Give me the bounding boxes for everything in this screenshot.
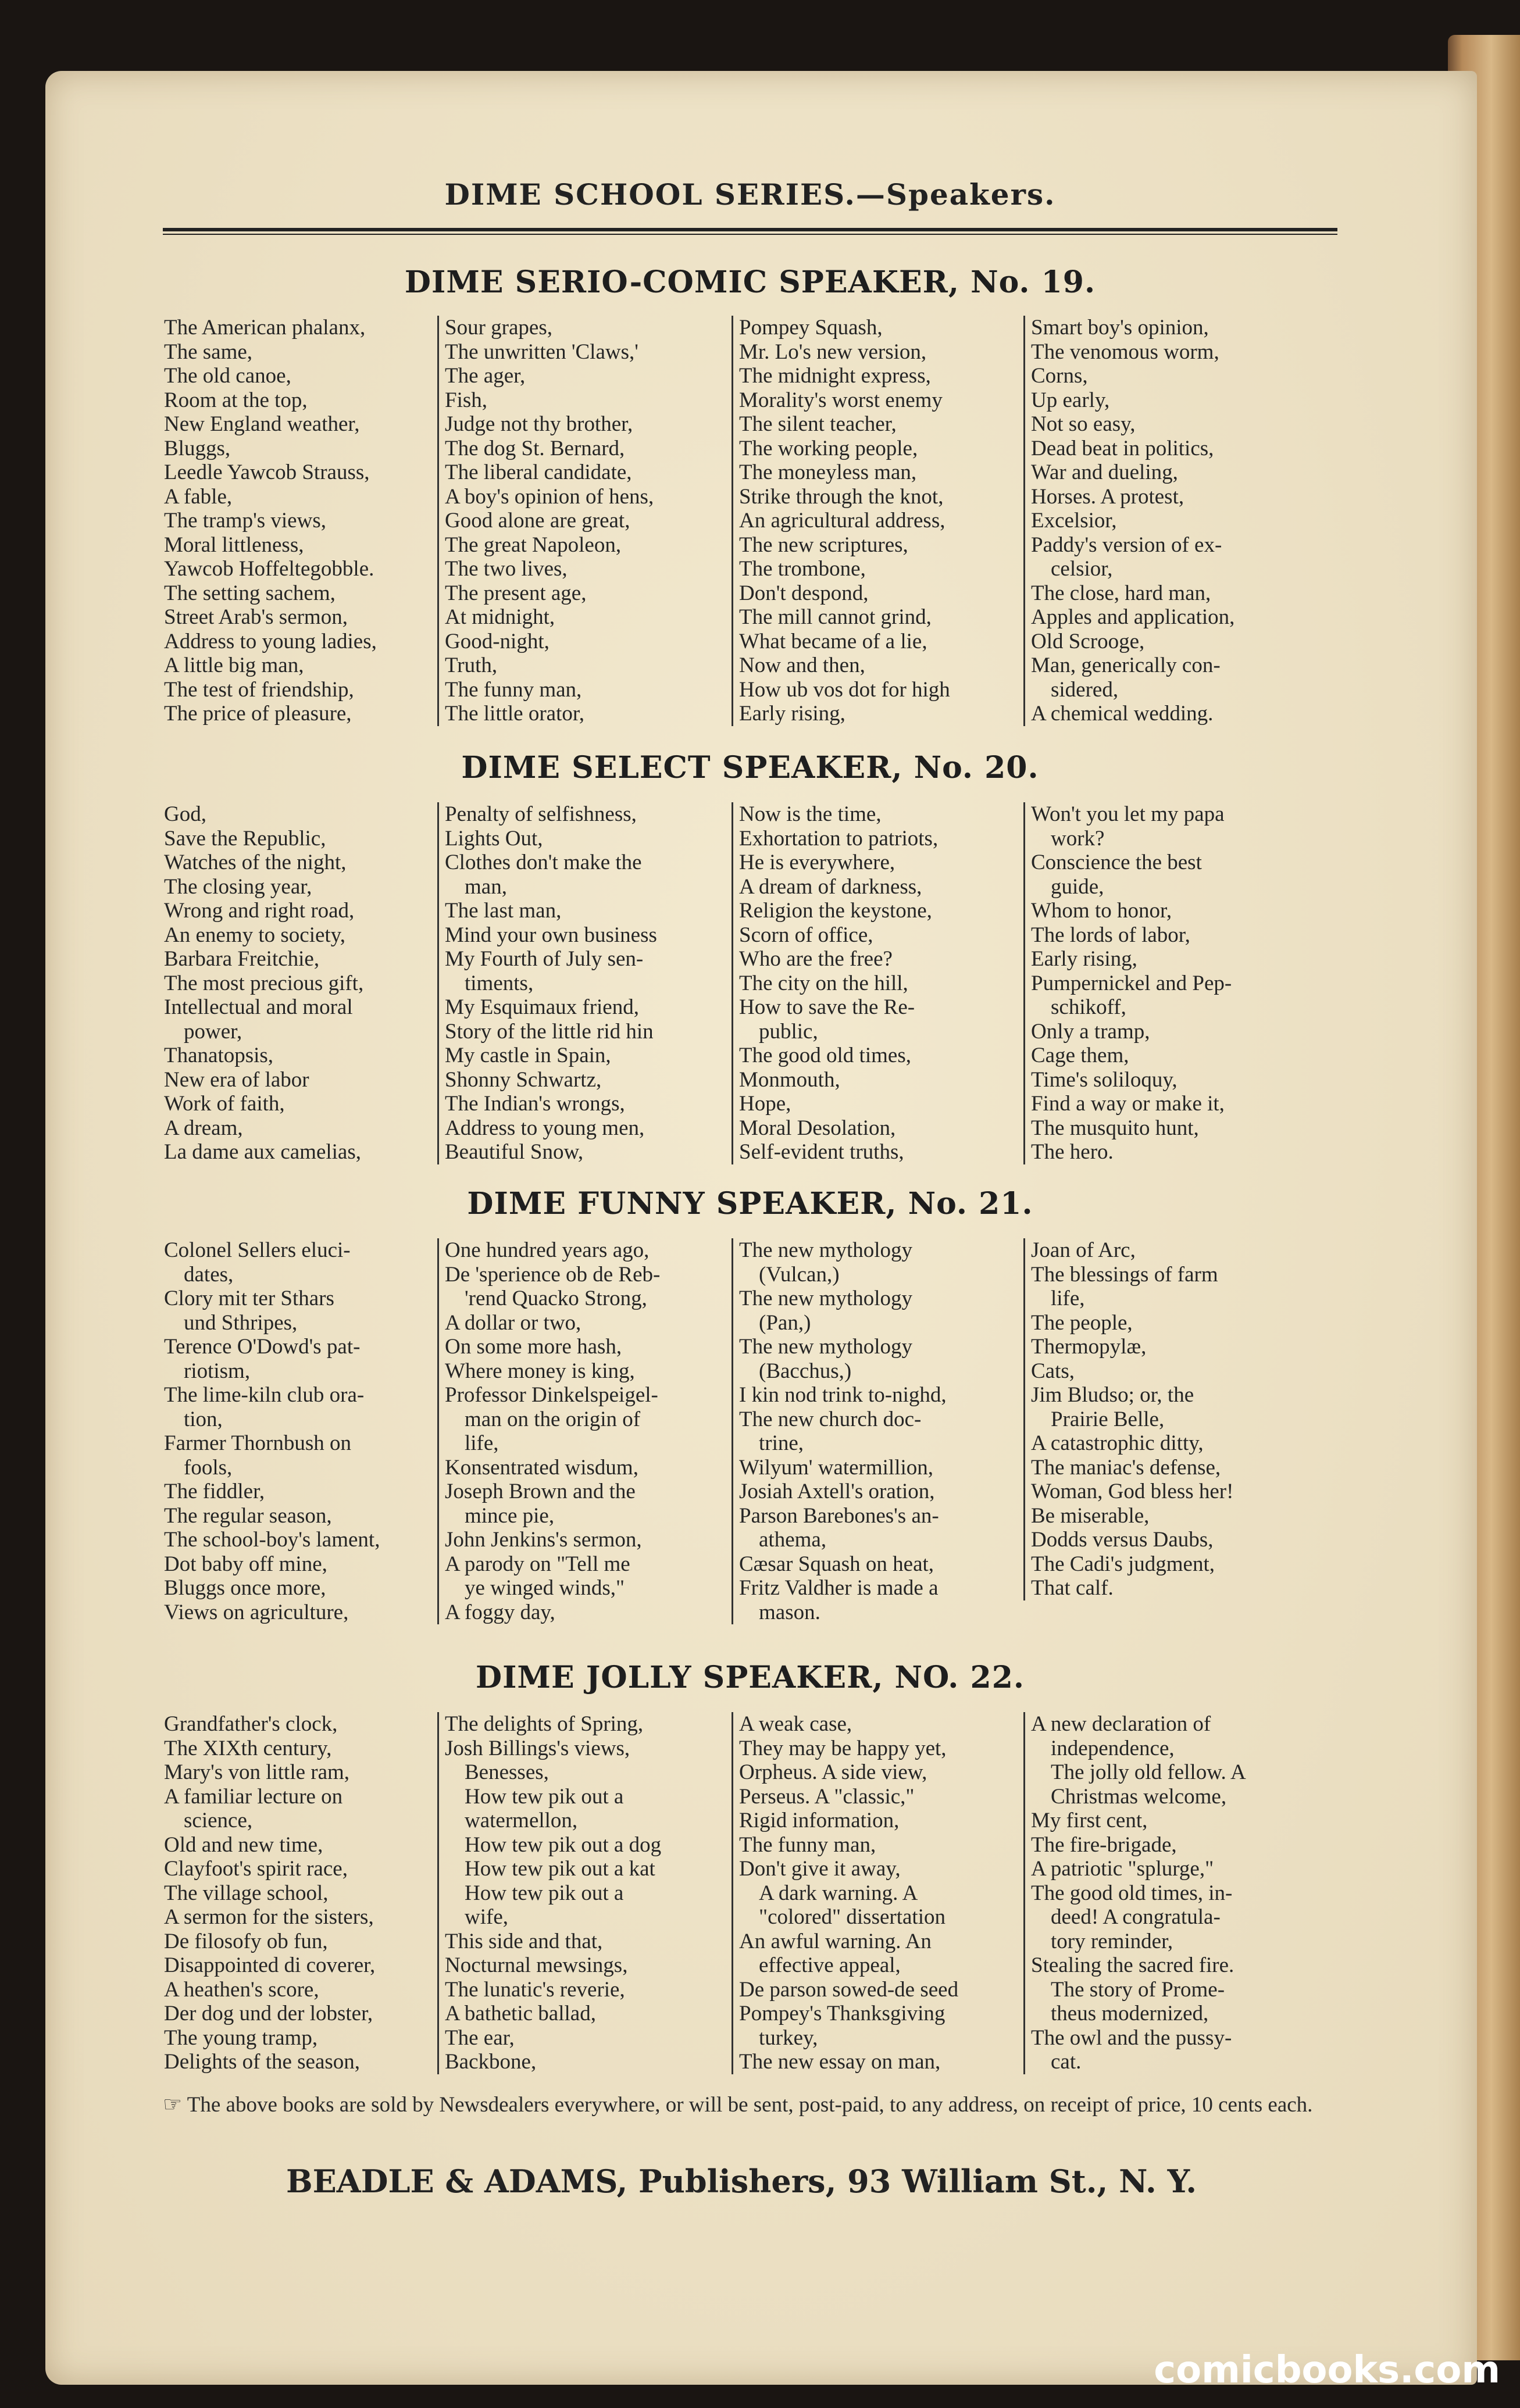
piece-title: Mr. Lo's new version,: [739, 340, 927, 364]
piece-title: Whom to honor,: [1031, 899, 1172, 923]
piece-title: Professor Dinkelspeigel-: [445, 1383, 658, 1407]
piece-title: ye winged winds,": [465, 1576, 625, 1600]
piece-title: The close, hard man,: [1031, 581, 1211, 605]
piece-title: An enemy to society,: [164, 923, 346, 947]
piece-title: Up early,: [1031, 388, 1110, 412]
piece-title: celsior,: [1051, 557, 1113, 581]
piece-title: The two lives,: [445, 557, 568, 581]
piece-title: Farmer Thornbush on: [164, 1431, 351, 1455]
title-column: [732, 316, 1009, 726]
piece-title: The unwritten 'Claws,': [445, 340, 638, 364]
piece-title: turkey,: [759, 2025, 818, 2050]
piece-title: schikoff,: [1051, 995, 1126, 1019]
piece-title: Watches of the night,: [164, 851, 347, 874]
title-column: [164, 802, 434, 1164]
piece-title: Save the Republic,: [164, 826, 326, 851]
piece-title: The new essay on man,: [739, 2050, 941, 2074]
piece-title: The maniac's defense,: [1031, 1455, 1221, 1480]
piece-title: De filosofy ob fun,: [164, 1929, 328, 1953]
piece-title: The liberal candidate,: [445, 460, 632, 484]
piece-title: life,: [465, 1431, 499, 1455]
piece-title: The new church doc-: [739, 1407, 922, 1431]
piece-title: Exhortation to patriots,: [739, 826, 939, 851]
header-rule-thin: [163, 234, 1337, 235]
piece-title: Wilyum' watermillion,: [739, 1455, 934, 1480]
piece-title: Room at the top,: [164, 388, 308, 412]
piece-title: sidered,: [1051, 677, 1119, 702]
piece-title: The young tramp,: [164, 2025, 318, 2050]
site-watermark: comicbooks.com: [1154, 2349, 1500, 2392]
piece-title: The new mythology: [739, 1238, 913, 1262]
piece-title: The people,: [1031, 1310, 1133, 1335]
piece-title: Perseus. A "classic,": [739, 1784, 915, 1809]
piece-title: The new scriptures,: [739, 533, 908, 557]
piece-title: Shonny Schwartz,: [445, 1067, 602, 1092]
piece-title: The ager,: [445, 364, 526, 388]
piece-title: Now and then,: [739, 653, 865, 677]
piece-title: The Cadi's judgment,: [1031, 1552, 1215, 1576]
piece-title: (Pan,): [759, 1310, 811, 1335]
piece-title: Parson Barebones's an-: [739, 1503, 939, 1528]
piece-title: theus modernized,: [1051, 2002, 1209, 2025]
piece-title: Mary's von little ram,: [164, 1760, 350, 1784]
piece-title: They may be happy yet,: [739, 1736, 947, 1760]
piece-title: science,: [184, 1809, 253, 1832]
piece-title: How tew pik out a: [465, 1881, 624, 1905]
piece-title: The closing year,: [164, 874, 312, 899]
title-column: [437, 1238, 715, 1624]
piece-title: Old and new time,: [164, 1832, 323, 1857]
piece-title: John Jenkins's sermon,: [445, 1528, 642, 1552]
piece-title: La dame aux camelias,: [164, 1140, 361, 1164]
piece-title: work?: [1051, 826, 1105, 851]
piece-title: und Sthripes,: [184, 1310, 298, 1335]
piece-title: The lunatic's reverie,: [445, 1977, 625, 2002]
piece-title: A familiar lecture on: [164, 1784, 343, 1809]
piece-title: Self-evident truths,: [739, 1140, 904, 1164]
piece-title: The midnight express,: [739, 364, 931, 388]
piece-title: deed! A congratula-: [1051, 1905, 1221, 1929]
piece-title: independence,: [1051, 1736, 1175, 1760]
piece-title: Monmouth,: [739, 1067, 840, 1092]
piece-title: "colored" dissertation: [759, 1905, 945, 1929]
piece-title: Where money is king,: [445, 1359, 635, 1383]
piece-title: Man, generically con-: [1031, 653, 1221, 677]
piece-title: One hundred years ago,: [445, 1238, 650, 1262]
section-title: DIME FUNNY SPEAKER, No. 21.: [467, 1186, 1033, 1221]
piece-title: My Esquimaux friend,: [445, 995, 639, 1019]
piece-title: My Fourth of July sen-: [445, 947, 644, 971]
piece-title: The fire-brigade,: [1031, 1832, 1177, 1857]
piece-title: The village school,: [164, 1881, 329, 1905]
piece-title: A chemical wedding.: [1031, 702, 1214, 726]
piece-title: Truth,: [445, 653, 498, 677]
piece-title: Benesses,: [465, 1760, 549, 1784]
piece-title: A catastrophic ditty,: [1031, 1431, 1204, 1455]
piece-title: How to save the Re-: [739, 995, 915, 1019]
piece-title: Conscience the best: [1031, 851, 1202, 874]
piece-title: The good old times,: [739, 1044, 911, 1067]
piece-title: Bluggs,: [164, 436, 231, 460]
piece-title: Won't you let my papa: [1031, 802, 1225, 826]
piece-title: A fable,: [164, 484, 233, 509]
piece-title: The little orator,: [445, 702, 584, 726]
title-column: [437, 802, 715, 1164]
piece-title: De 'sperience ob de Reb-: [445, 1262, 661, 1287]
piece-title: mason.: [759, 1600, 820, 1624]
piece-title: Judge not thy brother,: [445, 412, 633, 436]
piece-title: Cats,: [1031, 1359, 1075, 1383]
piece-title: The setting sachem,: [164, 581, 336, 605]
piece-title: New England weather,: [164, 412, 360, 436]
piece-title: The funny man,: [739, 1832, 876, 1857]
piece-title: Corns,: [1031, 364, 1088, 388]
piece-title: An awful warning. An: [739, 1929, 932, 1953]
piece-title: Story of the little rid hin: [445, 1019, 654, 1044]
piece-title: Josh Billings's views,: [445, 1736, 630, 1760]
piece-title: Bluggs once more,: [164, 1576, 326, 1600]
piece-title: Grandfather's clock,: [164, 1712, 338, 1736]
piece-title: The regular season,: [164, 1503, 332, 1528]
piece-title: How tew pik out a: [465, 1784, 624, 1809]
piece-title: Cage them,: [1031, 1044, 1129, 1067]
piece-title: The American phalanx,: [164, 316, 366, 340]
piece-title: The venomous worm,: [1031, 340, 1219, 364]
title-column: [164, 1712, 434, 2074]
piece-title: The XIXth century,: [164, 1736, 332, 1760]
piece-title: The hero.: [1031, 1140, 1114, 1164]
piece-title: Disappointed di coverer,: [164, 1953, 376, 1977]
piece-title: How ub vos dot for high: [739, 677, 950, 702]
piece-title: My first cent,: [1031, 1809, 1148, 1832]
piece-title: timents,: [465, 971, 534, 995]
piece-title: dates,: [184, 1262, 234, 1287]
piece-title: Joan of Arc,: [1031, 1238, 1136, 1262]
piece-title: A dark warning. A: [759, 1881, 918, 1905]
sale-notice: ☞ The above books are sold by Newsdealers everywhere, or will be sent, post-paid, to any address, on receipt of price, 10 cents each.: [163, 2093, 1313, 2117]
piece-title: Not so easy,: [1031, 412, 1136, 436]
piece-title: A little big man,: [164, 653, 304, 677]
piece-title: trine,: [759, 1431, 804, 1455]
piece-title: Good-night,: [445, 629, 550, 653]
piece-title: Old Scrooge,: [1031, 629, 1145, 653]
piece-title: The silent teacher,: [739, 412, 897, 436]
piece-title: The dog St. Bernard,: [445, 436, 625, 460]
piece-title: A foggy day,: [445, 1600, 555, 1624]
piece-title: On some more hash,: [445, 1335, 622, 1359]
piece-title: fools,: [184, 1455, 233, 1480]
piece-title: Early rising,: [739, 702, 845, 726]
header-rule: [163, 228, 1337, 231]
section-title: DIME SERIO-COMIC SPEAKER, No. 19.: [404, 265, 1096, 300]
piece-title: A heathen's score,: [164, 1977, 319, 2002]
piece-title: Views on agriculture,: [164, 1600, 349, 1624]
piece-title: Smart boy's opinion,: [1031, 316, 1209, 340]
title-column: [1023, 802, 1301, 1164]
piece-title: A dollar or two,: [445, 1310, 581, 1335]
piece-title: Mind your own business: [445, 923, 657, 947]
piece-title: A weak case,: [739, 1712, 852, 1736]
piece-title: Time's soliloquy,: [1031, 1067, 1178, 1092]
piece-title: That calf.: [1031, 1576, 1114, 1600]
piece-title: A new declaration of: [1031, 1712, 1211, 1736]
piece-title: The present age,: [445, 581, 587, 605]
piece-title: Intellectual and moral: [164, 995, 353, 1019]
piece-title: Clayfoot's spirit race,: [164, 1857, 348, 1881]
piece-title: The test of friendship,: [164, 677, 354, 702]
piece-title: life,: [1051, 1287, 1085, 1310]
piece-title: man,: [465, 874, 507, 899]
piece-title: Sour grapes,: [445, 316, 552, 340]
piece-title: Scorn of office,: [739, 923, 873, 947]
piece-title: The price of pleasure,: [164, 702, 352, 726]
piece-title: Moral littleness,: [164, 533, 304, 557]
piece-title: tion,: [184, 1407, 223, 1431]
piece-title: Now is the time,: [739, 802, 882, 826]
piece-title: A bathetic ballad,: [445, 2002, 596, 2025]
piece-title: Pompey Squash,: [739, 316, 883, 340]
piece-title: Clothes don't make the: [445, 851, 642, 874]
piece-title: Thanatopsis,: [164, 1044, 274, 1067]
piece-title: Woman, God bless her!: [1031, 1480, 1234, 1503]
piece-title: The delights of Spring,: [445, 1712, 644, 1736]
piece-title: Hope,: [739, 1092, 791, 1116]
piece-title: Don't give it away,: [739, 1857, 901, 1881]
piece-title: Delights of the season,: [164, 2050, 361, 2074]
piece-title: Konsentrated wisdum,: [445, 1455, 638, 1480]
piece-title: The owl and the pussy-: [1031, 2025, 1232, 2050]
piece-title: (Vulcan,): [759, 1262, 840, 1287]
title-column: [164, 316, 434, 726]
piece-title: A dream,: [164, 1116, 243, 1140]
piece-title: I kin nod trink to-nighd,: [739, 1383, 947, 1407]
piece-title: A patriotic "splurge,": [1031, 1857, 1214, 1881]
piece-title: man on the origin of: [465, 1407, 641, 1431]
piece-title: Colonel Sellers eluci-: [164, 1238, 351, 1262]
piece-title: Stealing the sacred fire.: [1031, 1953, 1234, 1977]
piece-title: The city on the hill,: [739, 971, 908, 995]
piece-title: effective appeal,: [759, 1953, 901, 1977]
piece-title: The moneyless man,: [739, 460, 917, 484]
piece-title: The trombone,: [739, 557, 866, 581]
piece-title: The lords of labor,: [1031, 923, 1190, 947]
piece-title: Lights Out,: [445, 826, 543, 851]
piece-title: The new mythology: [739, 1335, 913, 1359]
piece-title: A boy's opinion of hens,: [445, 484, 654, 509]
title-column: [732, 1712, 1009, 2074]
piece-title: riotism,: [184, 1359, 251, 1383]
piece-title: The school-boy's lament,: [164, 1528, 380, 1552]
piece-title: Fritz Valdher is made a: [739, 1576, 939, 1600]
piece-title: The last man,: [445, 899, 562, 923]
piece-title: Good alone are great,: [445, 509, 630, 533]
piece-title: My castle in Spain,: [445, 1044, 611, 1067]
piece-title: The funny man,: [445, 677, 582, 702]
piece-title: Josiah Axtell's oration,: [739, 1480, 935, 1503]
title-column: [732, 1238, 1009, 1624]
title-column: [1023, 316, 1301, 726]
piece-title: The working people,: [739, 436, 918, 460]
piece-title: Pumpernickel and Pep-: [1031, 971, 1232, 995]
piece-title: Don't despond,: [739, 581, 869, 605]
piece-title: Dead beat in politics,: [1031, 436, 1214, 460]
piece-title: Joseph Brown and the: [445, 1480, 636, 1503]
piece-title: An agricultural address,: [739, 509, 945, 533]
piece-title: (Bacchus,): [759, 1359, 852, 1383]
piece-title: Terence O'Dowd's pat-: [164, 1335, 361, 1359]
piece-title: A parody on "Tell me: [445, 1552, 630, 1576]
piece-title: 'rend Quacko Strong,: [465, 1287, 647, 1310]
piece-title: Jim Bludso; or, the: [1031, 1383, 1194, 1407]
piece-title: New era of labor: [164, 1067, 309, 1092]
piece-title: Thermopylæ,: [1031, 1335, 1147, 1359]
piece-title: Street Arab's sermon,: [164, 605, 348, 629]
piece-title: War and dueling,: [1031, 460, 1178, 484]
piece-title: The new mythology: [739, 1287, 913, 1310]
piece-title: Cæsar Squash on heat,: [739, 1552, 934, 1576]
piece-title: At midnight,: [445, 605, 555, 629]
piece-title: How tew pik out a kat: [465, 1857, 655, 1881]
piece-title: The most precious gift,: [164, 971, 364, 995]
piece-title: God,: [164, 802, 206, 826]
piece-title: power,: [184, 1019, 242, 1044]
piece-title: Be miserable,: [1031, 1503, 1150, 1528]
piece-title: Who are the free?: [739, 947, 893, 971]
piece-title: The Indian's wrongs,: [445, 1092, 625, 1116]
title-column: [437, 316, 715, 726]
piece-title: guide,: [1051, 874, 1104, 899]
piece-title: The fiddler,: [164, 1480, 265, 1503]
piece-title: tory reminder,: [1051, 1929, 1173, 1953]
title-column: [732, 802, 1009, 1164]
piece-title: The lime-kiln club ora-: [164, 1383, 365, 1407]
piece-title: watermellon,: [465, 1809, 578, 1832]
piece-title: Der dog und der lobster,: [164, 2002, 373, 2025]
piece-title: Moral Desolation,: [739, 1116, 896, 1140]
title-column: [1023, 1238, 1301, 1600]
piece-title: Christmas welcome,: [1051, 1784, 1227, 1809]
piece-title: Penalty of selfishness,: [445, 802, 637, 826]
piece-title: Address to young ladies,: [164, 629, 377, 653]
piece-title: The blessings of farm: [1031, 1262, 1218, 1287]
piece-title: Beautiful Snow,: [445, 1140, 584, 1164]
piece-title: What became of a lie,: [739, 629, 927, 653]
piece-title: athema,: [759, 1528, 827, 1552]
page-header: DIME SCHOOL SERIES.—Speakers.: [444, 177, 1056, 212]
piece-title: Excelsior,: [1031, 509, 1117, 533]
piece-title: Apples and application,: [1031, 605, 1235, 629]
piece-title: Morality's worst enemy: [739, 388, 943, 412]
piece-title: He is everywhere,: [739, 851, 895, 874]
piece-title: Nocturnal mewsings,: [445, 1953, 628, 1977]
piece-title: Prairie Belle,: [1051, 1407, 1165, 1431]
piece-title: The story of Prome-: [1051, 1977, 1225, 2002]
piece-title: Fish,: [445, 388, 488, 412]
piece-title: The ear,: [445, 2025, 515, 2050]
piece-title: Horses. A protest,: [1031, 484, 1184, 509]
piece-title: The great Napoleon,: [445, 533, 622, 557]
piece-title: Religion the keystone,: [739, 899, 932, 923]
piece-title: Clory mit ter Sthars: [164, 1287, 334, 1310]
piece-title: Early rising,: [1031, 947, 1137, 971]
piece-title: Strike through the knot,: [739, 484, 944, 509]
piece-title: Dodds versus Daubs,: [1031, 1528, 1214, 1552]
title-column: [164, 1238, 434, 1624]
piece-title: Wrong and right road,: [164, 899, 355, 923]
piece-title: Address to young men,: [445, 1116, 645, 1140]
piece-title: The good old times, in-: [1031, 1881, 1233, 1905]
piece-title: A dream of darkness,: [739, 874, 922, 899]
piece-title: Only a tramp,: [1031, 1019, 1150, 1044]
piece-title: A sermon for the sisters,: [164, 1905, 374, 1929]
title-column: [1023, 1712, 1301, 2074]
piece-title: mince pie,: [465, 1503, 555, 1528]
piece-title: The musquito hunt,: [1031, 1116, 1199, 1140]
piece-title: Leedle Yawcob Strauss,: [164, 460, 370, 484]
piece-title: How tew pik out a dog: [465, 1832, 662, 1857]
piece-title: Barbara Freitchie,: [164, 947, 320, 971]
piece-title: Orpheus. A side view,: [739, 1760, 927, 1784]
title-column: [437, 1712, 715, 2074]
piece-title: The tramp's views,: [164, 509, 326, 533]
piece-title: cat.: [1051, 2050, 1082, 2074]
piece-title: Paddy's version of ex-: [1031, 533, 1222, 557]
piece-title: The same,: [164, 340, 253, 364]
piece-title: The mill cannot grind,: [739, 605, 932, 629]
piece-title: Yawcob Hoffeltegobble.: [164, 557, 374, 581]
piece-title: wife,: [465, 1905, 508, 1929]
piece-title: public,: [759, 1019, 818, 1044]
piece-title: Pompey's Thanksgiving: [739, 2002, 945, 2025]
piece-title: Work of faith,: [164, 1092, 285, 1116]
piece-title: De parson sowed-de seed: [739, 1977, 959, 2002]
piece-title: This side and that,: [445, 1929, 603, 1953]
piece-title: Dot baby off mine,: [164, 1552, 327, 1576]
piece-title: Backbone,: [445, 2050, 537, 2074]
piece-title: Rigid information,: [739, 1809, 900, 1832]
piece-title: The old canoe,: [164, 364, 291, 388]
publisher-line: BEADLE & ADAMS, Publishers, 93 William St., N. Y.: [286, 2163, 1197, 2200]
piece-title: Find a way or make it,: [1031, 1092, 1225, 1116]
section-title: DIME JOLLY SPEAKER, NO. 22.: [476, 1660, 1025, 1695]
section-title: DIME SELECT SPEAKER, No. 20.: [461, 750, 1039, 785]
piece-title: The jolly old fellow. A: [1051, 1760, 1246, 1784]
